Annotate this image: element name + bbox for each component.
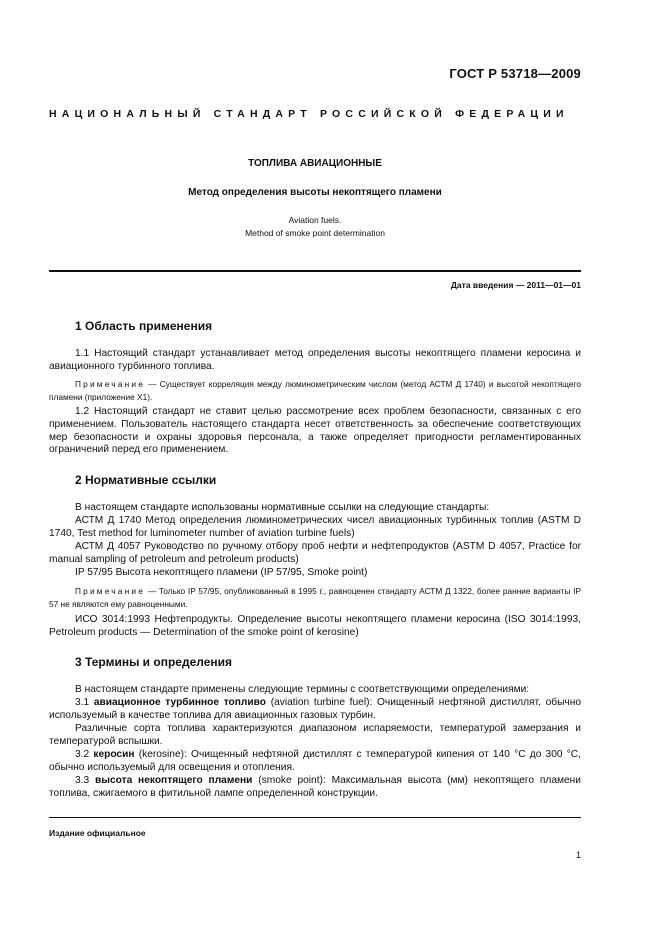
footer-divider	[49, 817, 581, 818]
section-2-heading: 2 Нормативные ссылки	[75, 473, 217, 487]
document-subtitle: Метод определения высоты некоптящего пламени	[188, 187, 442, 198]
term-3-2	[49, 749, 581, 775]
note-1-text: — Существует корреляция между люминометрическим числом (метод АСТМ Д 1740) и высотой некоптящего пламени (приложение Х1).	[49, 379, 581, 402]
note-2-label: Примечание	[75, 586, 146, 596]
term-3-2-name: керосин	[93, 749, 135, 760]
page-number: 1	[575, 850, 581, 860]
paragraph-3-grades-text: Различные сорта топлива характеризуются диапазоном испаряемости, температурой замерзания и температурой вспышки.	[49, 723, 581, 747]
note-2-text: — Только IP 57/95, опубликованный в 1995 г., равноценен стандарту АСТМ Д 1322, более ранние варианты IP 57 не являются ему равноценными.	[49, 586, 581, 609]
paragraph-3-grades	[49, 723, 581, 749]
term-3-2-definition: (kerosine): Очищенный нефтяной дистиллят с температурой кипения от 140 °С до 300 °С, обычно используемый для освещения и отопления.	[49, 749, 581, 773]
document-title: ТОПЛИВА АВИАЦИОННЫЕ	[248, 158, 382, 169]
paragraph-2-intro-text: В настоящем стандарте использованы нормативные ссылки на следующие стандарты:	[75, 502, 490, 513]
english-title-line1: Aviation fuels.	[288, 215, 342, 225]
paragraph-1-2-text: 1.2 Настоящий стандарт не ставит целью рассмотрение всех проблем безопасности, связанных с его применением. Пользователь настоящего стандарта несет ответственность за обеспечение соответствующих мер безопасности и охраны здоровья персонала, а также определяет пригодности регламентированных ограничений перед его применением.	[49, 406, 581, 456]
note-1-label: Примечание	[75, 379, 146, 389]
section-3-heading: 3 Термины и определения	[75, 655, 233, 669]
term-3-3-name: высота некоптящего пламени	[94, 775, 253, 786]
national-standard-banner: НАЦИОНАЛЬНЫЙ СТАНДАРТ РОССИЙСКОЙ ФЕДЕРАЦИИ	[49, 108, 569, 120]
edition-label: Издание официальное	[49, 828, 146, 838]
reference-astm-d4057-text: АСТМ Д 4057 Руководство по ручному отбору проб нефти и нефтепродуктов (ASTM D 4057, Practice for manual sampling of petroleum and petroleum products)	[49, 541, 581, 565]
term-3-1	[49, 697, 581, 723]
paragraph-2-intro	[49, 502, 581, 515]
note-2	[49, 585, 581, 610]
reference-ip-57	[49, 567, 581, 580]
introduction-date: Дата введения — 2011—01—01	[450, 280, 581, 290]
paragraph-1-1	[49, 348, 581, 374]
document-code: ГОСТ Р 53718—2009	[449, 66, 581, 81]
paragraph-3-intro-text: В настоящем стандарте применены следующие термины с соответствующими определениями:	[75, 684, 530, 695]
term-3-1-number: 3.1	[75, 697, 94, 708]
term-3-3-number: 3.3	[75, 775, 95, 786]
reference-astm-d4057	[49, 541, 581, 567]
term-3-2-number: 3.2	[75, 749, 94, 760]
term-3-1-name: авиационное турбинное топливо	[93, 697, 267, 708]
note-1	[49, 378, 581, 403]
paragraph-1-1-text: 1.1 Настоящий стандарт устанавливает метод определения высоты некоптящего пламени керосина и авиационного турбинного топлива.	[49, 348, 581, 372]
section-1-heading: 1 Область применения	[75, 319, 213, 333]
term-3-1-definition: (aviation turbine fuel): Очищенный нефтяной дистиллят, обычно используемый в качестве топлива для авиационных газовых турбин.	[49, 697, 581, 721]
reference-astm-d1740-text: АСТМ Д 1740 Метод определения люминометрических чисел авиационных турбинных топлив (ASTM D 1740, Test method for luminometer number of aviation turbine fuels)	[49, 515, 581, 539]
reference-ip-57-text: IP 57/95 Высота некоптящего пламени (IP 57/95, Smoke point)	[75, 567, 368, 578]
reference-iso-3014-text: ИСО 3014:1993 Нефтепродукты. Определение высоты некоптящего пламени керосина (ISO 3014:1993, Petroleum products — Determination of the smoke point of kerosine)	[49, 614, 581, 638]
term-3-3-definition: (smoke point): Максимальная высота (мм) некоптящего пламени топлива, сжигаемого в фитильной лампе определенной конструкции.	[49, 775, 581, 799]
header-divider	[49, 270, 581, 272]
reference-iso-3014	[49, 614, 581, 640]
paragraph-3-intro	[49, 684, 581, 697]
english-title-line2: Method of smoke point determination	[245, 228, 385, 238]
paragraph-1-2	[49, 406, 581, 457]
term-3-3	[49, 775, 581, 801]
reference-astm-d1740	[49, 515, 581, 541]
